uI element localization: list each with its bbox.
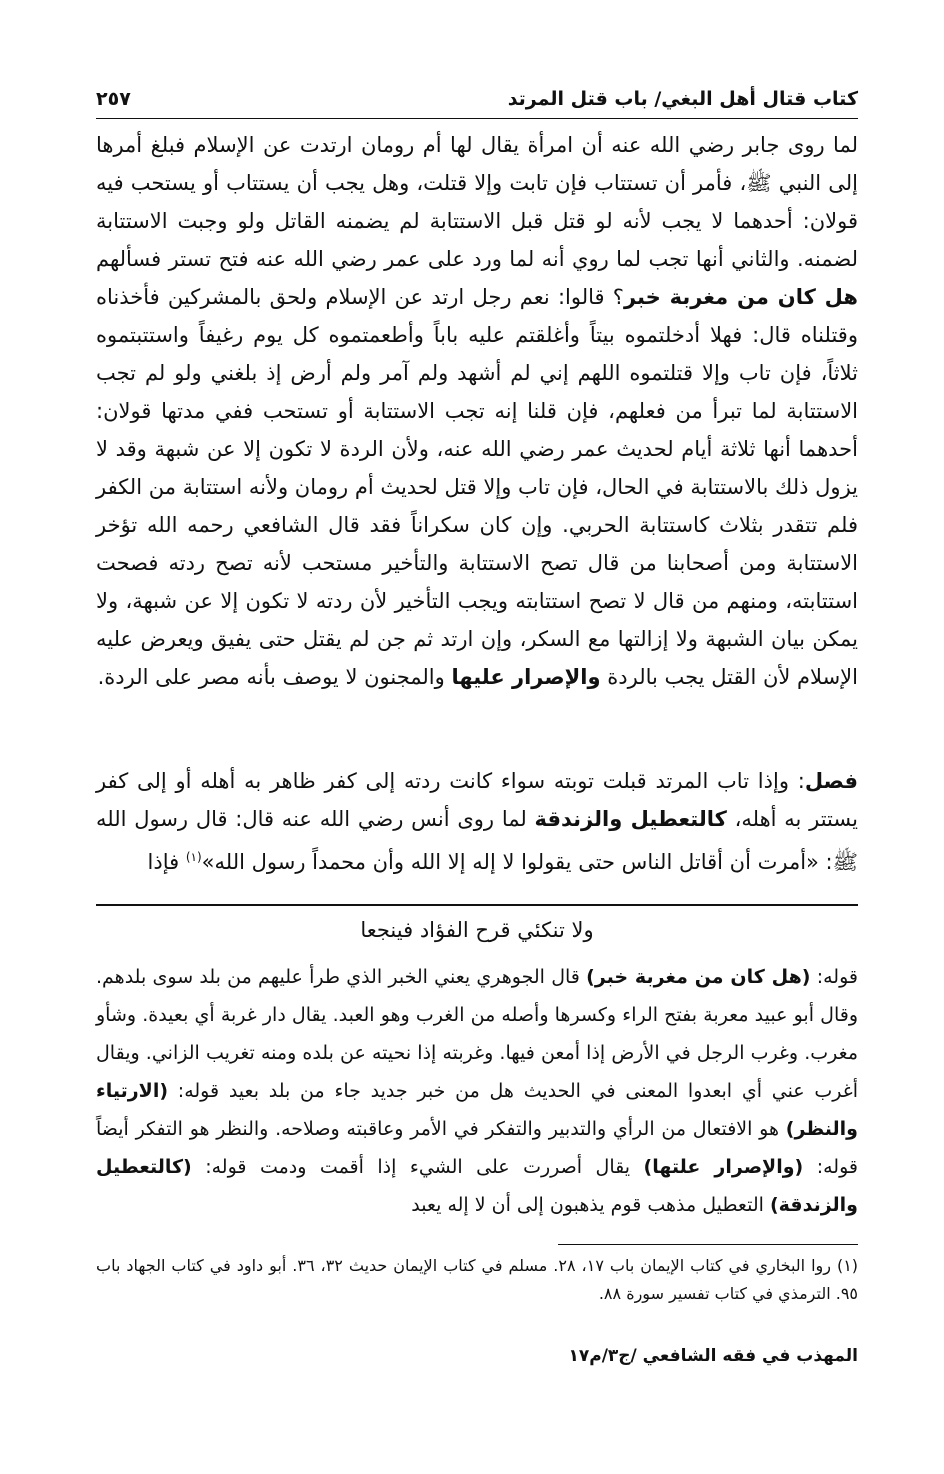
- main-paragraph: [96, 126, 858, 696]
- fasl-paragraph: [96, 762, 858, 881]
- page-number: ٢٥٧: [96, 88, 131, 110]
- fasl-section: [96, 762, 858, 881]
- main-text: [96, 126, 858, 696]
- text-run: قال الجوهري يعني الخبر الذي طرأ عليهم من بلد سوى بلدهم. وقال أبو عبيد معربة بفتح الراء وكسرها وأصله من الغرب وهو العبد. يقال دار غربة أي بعيدة. وشأو مغرب. وغرب الرجل في الأرض إذا أمعن فيها. وغربته إذا نحيته عن بلده ومنه تغريب الزاني. ويقال أغرب عني أي ابعدوا المعنى في الحديث هل من خبر جديد جاء من بلد بعيد قوله:: [96, 966, 858, 1102]
- bold-phrase: هل كان من مغربة خبر: [623, 285, 858, 309]
- footnote-text: (١) روا البخاري في كتاب الإيمان باب ١٧، ٢٨. مسلم في كتاب الإيمان حديث ٣٢، ٣٦. أبو داود في كتاب الجهاد باب ٩٥. الترمذي في كتاب تفسير سورة ٨٨.: [96, 1256, 859, 1303]
- text-run: : وإذا تاب المرتد قبلت توبته سواء كانت ردته إلى كفر ظاهر به أهله أو إلى كفر يستتر به أهله،: [96, 769, 858, 831]
- bold-phrase: (هل كان من مغربة خبر): [586, 966, 811, 988]
- commentary: [96, 958, 858, 1224]
- bold-phrase: (الارتياء والنظر): [96, 1080, 858, 1140]
- commentary-paragraph: [96, 958, 858, 1224]
- text-run: يقال أصررت على الشيء إذا أقمت ودمت قوله:: [205, 1156, 631, 1178]
- footnote-divider: [558, 1244, 858, 1245]
- text-run: والمجنون لا يوصف بأنه مصر على الردة.: [97, 665, 445, 689]
- footnote: [96, 1252, 858, 1308]
- text-run: لما روى أنس رضي الله عنه قال: قال رسول الله ﷺ: «أمرت أن أقاتل الناس حتى يقولوا لا إله إلا الله وأن محمداً رسول الله»: [96, 807, 858, 874]
- text-run: هو الافتعال من الرأي والتدبير والتفكر في الأمر وعاقبته وصلاحه. والنظر هو التفكر أيضاً قوله:: [96, 1118, 858, 1178]
- section-heading: فصل: [804, 769, 858, 793]
- text-run: لما روى جابر رضي الله عنه أن امرأة يقال لها أم رومان ارتدت عن الإسلام فبلغ أمرها إلى النبي ﷺ، فأمر أن تستتاب فإن تابت وإلا قتلت، وهل يجب أن يستتاب أو يستحب فيه قولان: أحدهما لا يجب لأنه لو قتل قبل الاستتابة لم يضمنه القاتل ولو وجبت الاستتابة لضمنه. والثاني أنها تجب لما روي أنه لما ورد على عمر رضي الله عنه فتح تستر فسألهم: [96, 133, 858, 271]
- page-header: [96, 82, 858, 116]
- bold-phrase: كالتعطيل والزندقة: [534, 807, 727, 831]
- text-run: التعطيل مذهب قوم يذهبون إلى أن لا إله يعبد: [411, 1194, 764, 1216]
- bold-phrase: والإصرار عليها: [451, 665, 601, 689]
- poem-verse: ولا تنكئي قرح الفؤاد فينجعا: [360, 918, 594, 942]
- text-run: ؟ قالوا: نعم رجل ارتد عن الإسلام ولحق بالمشركين فأخذناه وقتلناه قال: فهلا أدخلتموه بيتاً وأغلقتم عليه باباً وأطعمتموه كل يوم رغيفاً واستتبتموه ثلاثاً، فإن تاب وإلا قتلتموه اللهم إني لم أشهد ولم آمر ولم أرض إذ بلغني ولو لم تجب الاستتابة لما تبرأ من فعلهم، فإن قلنا إنه تجب الاستتابة أو تستحب ففي مدتها قولان: أحدهما أنها ثلاثة أيام لحديث عمر رضي الله عنه، ولأن الردة لا تكون إلا عن شبهة وقد لا يزول ذلك بالاستتابة في الحال، فإن تاب وإلا قتل لحديث أم رومان ولأنه استتابة من الكفر فلم تتقدر بثلاث كاستتابة الحربي. وإن كان سكراناً فقد قال الشافعي رحمه الله تؤخر الاستتابة ومن أصحابنا من قال تصح الاستتابة والتأخير مستحب لأنه تصح ردته فصحت استتابته، ومنهم من قال لا تصح استتابته ويجب التأخير لأن ردته لا تكون إلا عن شبهة، ولا يمكن بيان الشبهة ولا إزالتها مع السكر، وإن ارتد ثم جن لم يقتل حتى يفيق ويعرض عليه الإسلام لأن القتل يجب بالردة: [96, 285, 858, 689]
- header-divider: [96, 118, 858, 119]
- section-divider: [96, 904, 858, 906]
- text-run: فإذا: [147, 850, 180, 874]
- text-run: قوله:: [816, 966, 858, 988]
- book-signature: المهذب في فقه الشافعي /ج٣/م١٧: [568, 1346, 858, 1366]
- bold-phrase: (كالتعطيل والزندقة): [96, 1156, 858, 1216]
- bold-phrase: (والإصرار علتها): [643, 1156, 804, 1178]
- footnote-marker[interactable]: (١): [185, 850, 202, 864]
- running-title: كتاب قتال أهل البغي/ باب قتل المرتد: [507, 88, 858, 110]
